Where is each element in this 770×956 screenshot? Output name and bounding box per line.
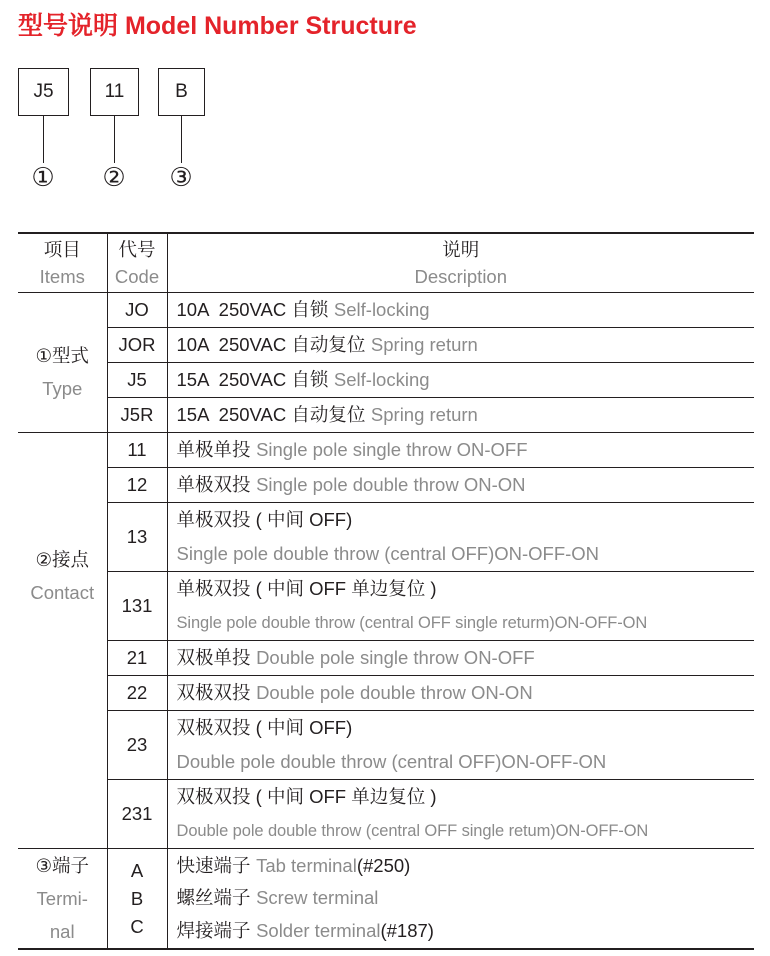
description-en: Double pole double throw (central OFF)ON-OFF-ON <box>176 751 607 772</box>
description-line <box>177 572 755 606</box>
group-label-cn: ①型式 <box>35 344 90 366</box>
description-cell <box>167 503 754 572</box>
code-cell <box>107 433 167 468</box>
description-en: Self-locking <box>333 369 430 390</box>
table-row <box>18 849 754 950</box>
description-en: Double pole single throw ON-OFF <box>256 647 535 668</box>
header-items <box>18 233 107 293</box>
description-cn: 双极双投 ( 中间 OFF) <box>176 717 353 738</box>
description-cn: 单极双投 <box>176 474 251 495</box>
page-title: 型号说明 Model Number Structure <box>18 12 417 40</box>
description-cn: 双极单投 <box>176 647 251 668</box>
segment-marker: ② <box>102 163 126 193</box>
description-line <box>177 537 755 571</box>
code-cell <box>107 711 167 780</box>
code-value: C <box>130 915 144 937</box>
code-value: 231 <box>121 803 153 824</box>
description-line <box>177 745 755 779</box>
description-cell <box>167 328 754 363</box>
description-en: Self-locking <box>333 299 430 320</box>
code-cell <box>107 398 167 433</box>
header-code <box>107 233 167 293</box>
table-row <box>18 503 754 572</box>
group-label-cell <box>18 849 107 950</box>
description-cn: 10A 250VAC 自动复位 <box>176 334 366 355</box>
description-line <box>177 676 755 710</box>
description-line <box>177 882 755 915</box>
code-value: JOR <box>118 334 156 355</box>
header-row <box>18 233 754 293</box>
table-row <box>18 676 754 711</box>
description-cn: 双极双投 ( 中间 OFF 单边复位 ) <box>176 786 437 807</box>
group-label-cn: ③端子 <box>35 855 90 876</box>
code-cell <box>107 468 167 503</box>
description-cell <box>167 711 754 780</box>
table-row <box>18 363 754 398</box>
description-line <box>177 641 755 675</box>
description-line <box>177 780 755 814</box>
segment-marker: ① <box>31 163 55 193</box>
description-cell <box>167 433 754 468</box>
header-code-en: Code <box>114 266 160 287</box>
description-cn: 15A 250VAC 自动复位 <box>176 404 366 425</box>
table-row <box>18 711 754 780</box>
model-segment-box <box>90 68 139 116</box>
description-line <box>177 850 755 883</box>
code-value: J5 <box>127 369 147 390</box>
code-value: A <box>130 859 144 881</box>
code-cell <box>107 328 167 363</box>
table-row <box>18 572 754 641</box>
description-line <box>177 915 755 948</box>
description-line <box>177 363 755 397</box>
code-value: 13 <box>126 526 148 547</box>
description-line <box>177 711 755 745</box>
code-cell <box>107 293 167 328</box>
description-en: Double pole double throw ON-ON <box>256 682 533 703</box>
code-value: 22 <box>126 682 148 703</box>
description-cn: 单极双投 ( 中间 OFF) <box>176 509 353 530</box>
leader-line <box>114 116 115 163</box>
model-spec-table <box>18 232 754 950</box>
table-row <box>18 398 754 433</box>
description-cn: 单极单投 <box>176 439 251 460</box>
group-label-cell <box>18 293 107 433</box>
description-cell <box>167 293 754 328</box>
description-line <box>177 328 755 362</box>
group-label-en: Type <box>42 377 83 399</box>
description-cell <box>167 849 754 950</box>
spec-group <box>18 293 754 433</box>
segment-marker: ③ <box>169 163 193 193</box>
code-value: 23 <box>126 734 148 755</box>
code-value: 21 <box>126 647 148 668</box>
group-label-cn: ②接点 <box>35 548 90 570</box>
description-en: Spring return <box>370 334 478 355</box>
code-value: B <box>130 887 144 909</box>
model-segment-box <box>18 68 69 116</box>
table-row <box>18 641 754 676</box>
table-header <box>18 233 754 293</box>
group-label-en: Termi- <box>36 888 88 909</box>
description-note: (#250) <box>356 854 411 876</box>
description-cell <box>167 468 754 503</box>
code-cell <box>107 641 167 676</box>
table-row <box>18 468 754 503</box>
code-value: 12 <box>126 474 148 495</box>
description-en: Screw terminal <box>256 887 379 909</box>
description-note: (#187) <box>380 919 434 941</box>
description-cell <box>167 780 754 849</box>
description-cn: 焊接端子 <box>176 919 251 941</box>
leader-line <box>181 116 182 163</box>
header-code-cn: 代号 <box>118 239 156 260</box>
code-value: 11 <box>127 439 147 460</box>
description-cn: 15A 250VAC 自锁 <box>176 369 329 390</box>
description-line <box>177 293 755 327</box>
description-line <box>177 503 755 537</box>
description-cell <box>167 572 754 641</box>
header-items-en: Items <box>39 266 85 287</box>
group-label-en: nal <box>49 921 75 942</box>
description-line <box>177 398 755 432</box>
header-items-cn: 项目 <box>43 239 81 260</box>
model-segment-code: 11 <box>104 81 125 102</box>
description-cn: 螺丝端子 <box>176 887 251 909</box>
model-segment-code: J5 <box>33 81 54 102</box>
leader-line <box>43 116 44 163</box>
code-cell <box>107 363 167 398</box>
code-cell <box>107 780 167 849</box>
description-en: Double pole double throw (central OFF single retum)ON-OFF-ON <box>176 822 649 840</box>
code-cell <box>107 572 167 641</box>
header-description <box>167 233 754 293</box>
code-cell <box>107 676 167 711</box>
description-line <box>177 606 755 640</box>
description-cell <box>167 363 754 398</box>
description-en: Single pole double throw ON-ON <box>256 474 526 495</box>
group-label-en: Contact <box>30 581 95 603</box>
spec-group <box>18 849 754 950</box>
model-segment-code: B <box>175 81 188 102</box>
description-cell <box>167 676 754 711</box>
description-cell <box>167 398 754 433</box>
description-cn: 10A 250VAC 自锁 <box>176 299 329 320</box>
code-value: JO <box>125 299 149 320</box>
header-description-cn: 说明 <box>442 239 480 260</box>
header-description-en: Description <box>414 266 508 287</box>
table-row <box>18 328 754 363</box>
table-row <box>18 293 754 328</box>
code-value: 131 <box>121 595 153 616</box>
code-value: J5R <box>120 404 154 425</box>
table-row <box>18 780 754 849</box>
description-cn: 快速端子 <box>176 854 251 876</box>
code-cell <box>107 849 167 950</box>
description-line <box>177 468 755 502</box>
code-cell <box>107 503 167 572</box>
description-en: Spring return <box>370 404 478 425</box>
description-en: Single pole single throw ON-OFF <box>256 439 528 460</box>
description-cn: 双极双投 <box>176 682 251 703</box>
description-line <box>177 433 755 467</box>
description-en: Single pole double throw (central OFF single returm)ON-OFF-ON <box>176 614 648 632</box>
description-cell <box>167 641 754 676</box>
description-cn: 单极双投 ( 中间 OFF 单边复位 ) <box>176 578 437 599</box>
description-en: Single pole double throw (central OFF)ON-OFF-ON <box>176 543 600 564</box>
model-segment-box <box>158 68 205 116</box>
table-row <box>18 433 754 468</box>
description-en: Solder terminal <box>256 919 381 941</box>
description-line <box>177 814 755 848</box>
spec-group <box>18 433 754 849</box>
description-en: Tab terminal <box>256 854 357 876</box>
group-label-cell <box>18 433 107 849</box>
